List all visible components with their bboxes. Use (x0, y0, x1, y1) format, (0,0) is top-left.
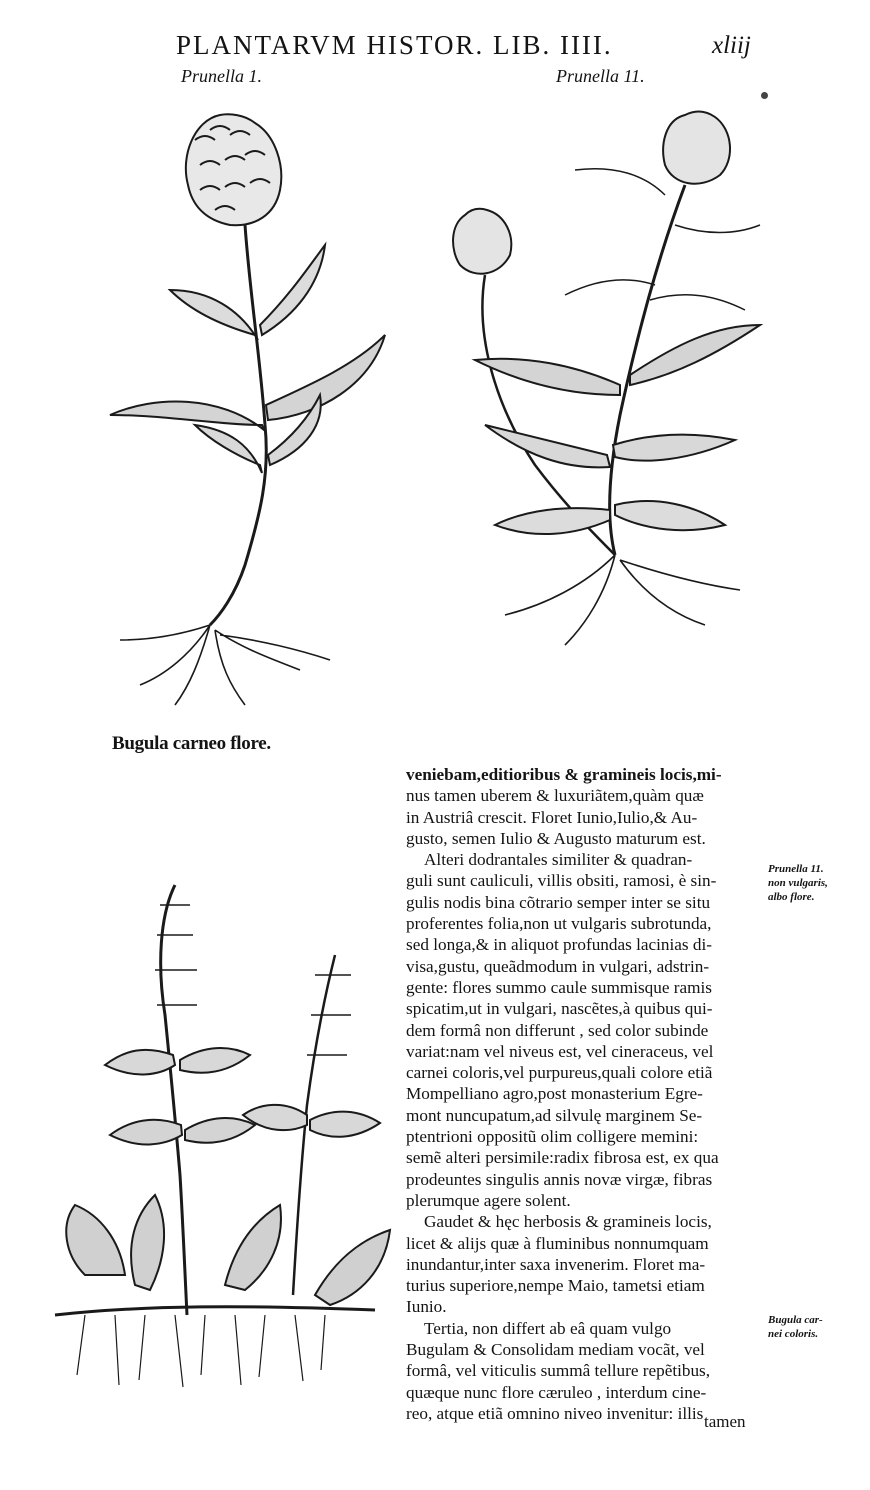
catchword: tamen (704, 1412, 746, 1431)
figure-label-prunella-1: Prunella 1. (181, 66, 262, 86)
text-line: inundantur,inter saxa invenerim. Floret ma- (406, 1254, 706, 1274)
text-line: dem formâ non differunt , sed color subinde (406, 1020, 709, 1040)
text-line: Gaudet & hęc herbosis & gramineis locis, (424, 1212, 712, 1232)
text-line: proferentes folia,non ut vulgaris subrotunda, (406, 914, 712, 934)
figure-caption-bugula: Bugula carneo flore. (112, 733, 271, 754)
woodcut-bugula (45, 875, 400, 1420)
text-line: gulis nodis bina cõtrario semper inter se situ (406, 892, 711, 912)
text-line: formâ, vel viticulis summâ tellure repẽtibus, (406, 1361, 711, 1381)
body-text (406, 764, 762, 1424)
text-line: mont nuncupatum,ad silvulę marginem Se- (406, 1105, 703, 1125)
text-line: semẽ alteri persimile:radix fibrosa est, ex qua (406, 1148, 719, 1168)
text-line: gusto, semen Iulio & Augusto maturum est. (406, 828, 706, 848)
marginal-line: Bugula car- (768, 1314, 823, 1326)
text-line: turius superiore,nempe Maio, tametsi etiam (406, 1276, 705, 1296)
text-line: ptentrioni oppositũ olim colligere memini: (406, 1127, 699, 1147)
marginal-line: nei coloris. (768, 1328, 819, 1340)
text-line: Alteri dodrantales similiter & quadran- (424, 850, 693, 870)
marginal-line: albo flore. (768, 891, 815, 903)
text-line: sed longa,& in aliquot profundas lacinias di- (406, 935, 712, 955)
text-line: quæque nunc flore cæruleo , interdum cine- (406, 1382, 707, 1402)
marginal-note-prunella (768, 862, 828, 904)
text-line: variat:nam vel niveus est, vel cineraceus, vel (406, 1041, 714, 1061)
text-line: Iunio. (406, 1297, 447, 1317)
text-line: plerumque agere solent. (406, 1190, 571, 1210)
text-line: nus tamen uberem & luxuriãtem,quàm quæ (406, 786, 704, 806)
text-line: gente: flores summo caule summisque ramis (406, 977, 712, 997)
text-line: guli sunt cauliculi, villis obsiti, ramosi, è sin- (406, 871, 717, 891)
text-line: carnei coloris,vel purpureus,quali colore etiã (406, 1063, 713, 1083)
marginal-line: non vulgaris, (768, 877, 828, 889)
running-head: PLANTARVM HISTOR. LIB. IIII. (176, 30, 613, 60)
text-line: prodeuntes singulis annis novæ virgæ, fibras (406, 1169, 713, 1189)
text-line: veniebam,editioribus & gramineis locis,mi- (406, 765, 722, 784)
marginal-line: Prunella 11. (768, 863, 824, 875)
text-line: spicatim,ut in vulgari, nascẽtes,à quibus qui- (406, 999, 713, 1019)
figure-label-prunella-2: Prunella 11. (556, 66, 645, 86)
text-line: Bugulam & Consolidam mediam vocãt, vel (406, 1340, 705, 1360)
marginal-note-bugula (768, 1313, 823, 1341)
text-line: in Austriâ crescit. Floret Iunio,Iulio,& Au- (406, 807, 698, 827)
text-line: reo, atque etiã omnino niveo invenitur: illis (406, 1403, 704, 1423)
text-line: licet & alijs quæ à fluminibus nonnumquam (406, 1233, 709, 1253)
woodcut-prunella-1 (70, 95, 400, 735)
woodcut-prunella-2 (415, 85, 775, 665)
page-number: xliij (712, 32, 751, 59)
text-line: Mompelliano agro,post monasterium Egre- (406, 1084, 703, 1104)
text-line: Tertia, non differt ab eâ quam vulgo (424, 1318, 672, 1338)
text-line: visa,gustu, queãdmodum in vulgari, adstrin- (406, 956, 710, 976)
